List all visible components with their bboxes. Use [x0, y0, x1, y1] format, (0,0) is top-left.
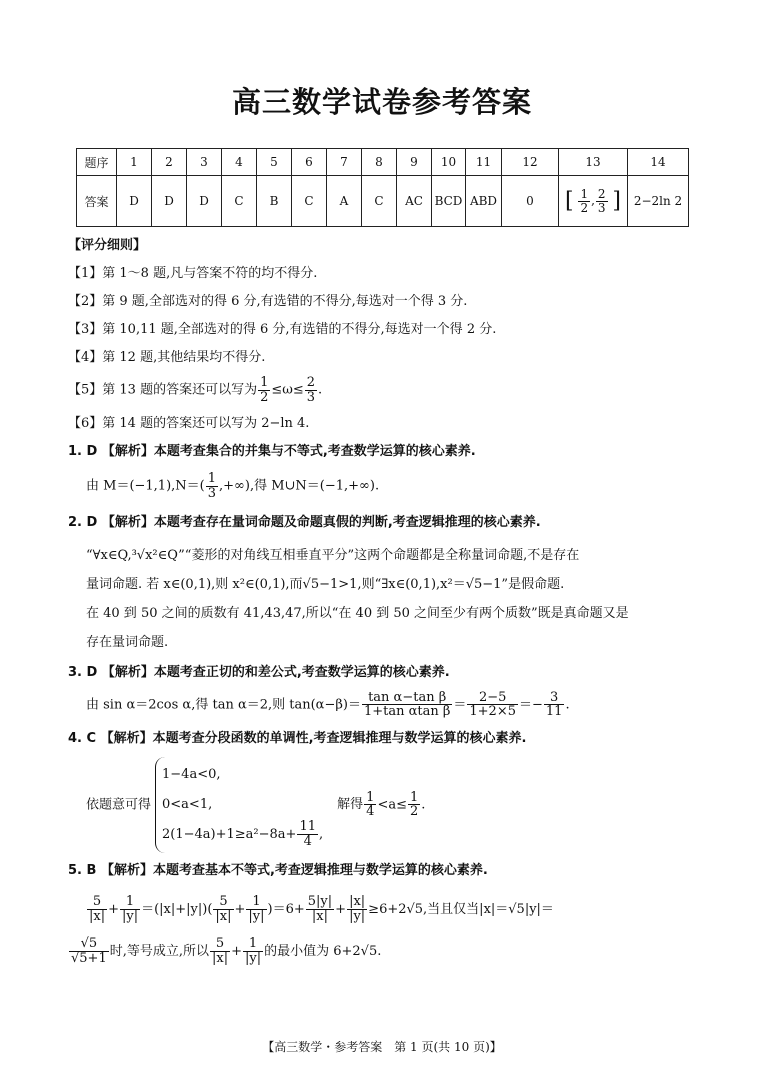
- fraction: $\frac{5|y|}{|x|}$: [307, 894, 333, 924]
- fraction: $\frac{1}{3}$: [207, 471, 217, 501]
- q5-line-2: $\frac{√5}{√5+1}$ 时,等号成立,所以 $\frac{5}{|x|}$ + $\frac{1}{|y|}$ 的最小值为 6+2√5.: [71, 936, 382, 966]
- question-number: 3: [187, 149, 222, 176]
- answer-table: [76, 148, 689, 227]
- question-number: 5: [257, 149, 292, 176]
- question-number-row: [77, 149, 689, 176]
- fraction: $\frac{2-5}{1+2\times 5}$: [469, 689, 516, 720]
- answer-cell: C: [362, 176, 397, 227]
- fraction: $\frac{2}{3}$: [597, 186, 606, 215]
- row-label: 答案: [77, 176, 117, 227]
- solution-content: [68, 236, 708, 973]
- inequality-system: 1−4a<0, 0<a<1, 2(1−4a)+1≥a²−8a+ $\frac{11}{4}$ ,: [155, 757, 323, 853]
- q5-line-1: $\frac{5}{|x|}$ + $\frac{1}{|y|}$ ＝(|x|+|y|)( $\frac{5}{|x|}$ + $\frac{1}{|y|}$ )＝6+ $\frac{5|y|}{|x|}$ + $\frac{|x|}{|y|}$ ≥6+2√5,当且仅当|x|＝√5|y|＝: [89, 894, 554, 924]
- q4-heading: 4. C 【解析】本题考查分段函数的单调性,考查逻辑推理与数学运算的核心素养.: [68, 730, 527, 746]
- q5-body: [68, 889, 708, 973]
- q2-line-3: 在 40 到 50 之间的质数有 41,43,47,所以“在 40 到 50 之间至少有两个质数”既是真命题又是: [86, 605, 629, 621]
- question-number: 8: [362, 149, 397, 176]
- scoring-rules-heading: 【评分细则】: [68, 238, 147, 253]
- question-number: 11: [466, 149, 502, 176]
- question-number: 9: [397, 149, 432, 176]
- fraction: $\frac{1}{|y|}$: [248, 894, 265, 924]
- fraction: $\frac{5}{|x|}$: [211, 936, 229, 966]
- answer-cell: B: [257, 176, 292, 227]
- answer-cell: AC: [397, 176, 432, 227]
- q2-line-1: “∀x∈Q,³√x²∈Q”“菱形的对角线互相垂直平分”这两个命题都是全称量词命题,不是存在: [86, 547, 580, 563]
- fraction: $\frac{1}{2}$: [580, 186, 589, 215]
- fraction: $\frac{1}{4}$: [366, 789, 375, 820]
- fraction: $\frac{5}{|x|}$: [89, 894, 106, 924]
- question-number: 6: [292, 149, 327, 176]
- rule-6: 【6】第 14 题的答案还可以写为 2−ln 4.: [68, 416, 310, 432]
- fraction: $\frac{11}{4}$: [299, 819, 316, 849]
- question-number: 1: [117, 149, 152, 176]
- page-title: 高三数学试卷参考答案: [231, 85, 532, 119]
- fraction: $\frac{|x|}{|y|}$: [349, 894, 366, 924]
- question-number: 4: [222, 149, 257, 176]
- page-footer: 【高三数学・参考答案 第 1 页(共 10 页)】: [262, 1040, 502, 1054]
- fraction: $\frac{1}{2}$: [409, 789, 419, 820]
- question-number: 12: [502, 149, 559, 176]
- q3-body: 由 sin α＝2cos α,得 tan α＝2,则 tan(α−β)＝ $\frac{\text{tan α−tan β}}{\text{1+tan αtan β}}$ ＝ $\frac{2-5}{1+2\times 5}$ ＝− $\frac{3}{11}$ .: [86, 689, 570, 720]
- answer-row: [77, 176, 689, 227]
- answer-cell: 0: [502, 176, 559, 227]
- answer-cell: D: [152, 176, 187, 227]
- answer-cell: C: [222, 176, 257, 227]
- question-number: 10: [432, 149, 466, 176]
- q2-line-4: 存在量词命题.: [86, 634, 169, 650]
- q3-heading: 3. D 【解析】本题考查正切的和差公式,考查数学运算的核心素养.: [68, 664, 450, 680]
- q2-line-2: 量词命题. 若 x∈(0,1),则 x²∈(0,1),而√5−1>1,则“∃x∈(0,1),x²＝√5−1”是假命题.: [86, 576, 565, 592]
- fraction: $\frac{1}{2}$: [260, 375, 269, 405]
- q4-body: 依题意可得 1−4a<0, 0<a<1, 2(1−4a)+1≥a²−8a+ $\frac{11}{4}$ , 解得 $\frac{1}{4}$ <a≤ $\frac{1}{2}$ .: [68, 757, 708, 853]
- fraction: $\frac{1}{|y|}$: [122, 894, 139, 924]
- q1-body: 由 M＝(−1,1),N＝( $\frac{1}{3}$ ,+∞),得 M∪N＝(−1,+∞).: [86, 471, 380, 501]
- answer-cell-q14: 2−2ln 2: [628, 176, 689, 227]
- question-number: 7: [327, 149, 362, 176]
- rule-1: 【1】第 1～8 题,凡与答案不符的均不得分.: [68, 266, 318, 281]
- answer-cell: BCD: [432, 176, 466, 227]
- fraction: $\frac{\text{tan α−tan β}}{\text{1+tan αtan β}}$: [363, 689, 451, 720]
- fraction: $\frac{2}{3}$: [306, 375, 316, 405]
- fraction: $\frac{3}{11}$: [545, 689, 563, 720]
- question-number: 2: [152, 149, 187, 176]
- rule-4: 【4】第 12 题,其他结果均不得分.: [68, 350, 266, 365]
- answer-cell: D: [117, 176, 152, 227]
- q2-body: [68, 541, 708, 657]
- q1-heading: 1. D 【解析】本题考查集合的并集与不等式,考查数学运算的核心素养.: [68, 444, 476, 460]
- rule-3: 【3】第 10,11 题,全部选对的得 6 分,有选错的不得分,每选对一个得 2 分.: [68, 322, 497, 337]
- answer-cell: D: [187, 176, 222, 227]
- question-number: 13: [559, 149, 628, 176]
- answer-cell-q13: [ $\frac{1}{2}$ , $\frac{2}{3}$ ]: [559, 176, 628, 227]
- fraction: $\frac{1}{|y|}$: [244, 936, 262, 966]
- fraction: $\frac{√5}{√5+1}$: [71, 936, 107, 966]
- rule-2: 【2】第 9 题,全部选对的得 6 分,有选错的不得分,每选对一个得 3 分.: [68, 294, 468, 309]
- answer-cell: ABD: [466, 176, 502, 227]
- rule-5: 【5】第 13 题的答案还可以写为 $\frac{1}{2}$ ≤ω≤ $\frac{2}{3}$ .: [68, 375, 323, 405]
- q2-heading: 2. D 【解析】本题考查存在量词命题及命题真假的判断,考查逻辑推理的核心素养.: [68, 514, 541, 530]
- q5-heading: 5. B 【解析】本题考查基本不等式,考查逻辑推理与数学运算的核心素养.: [68, 862, 488, 878]
- answer-cell: A: [327, 176, 362, 227]
- row-label: 题序: [77, 149, 117, 176]
- answer-cell: C: [292, 176, 327, 227]
- fraction: $\frac{5}{|x|}$: [215, 894, 232, 924]
- question-number: 14: [628, 149, 689, 176]
